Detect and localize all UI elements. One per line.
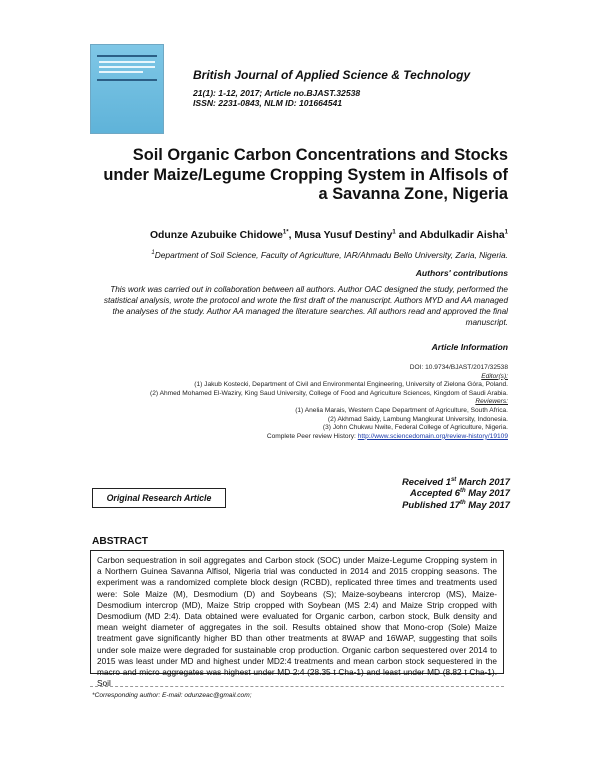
editors-label: Editor(s): bbox=[481, 372, 508, 380]
author-sup: 1 bbox=[504, 229, 508, 236]
contributions-text: This work was carried out in collaboration between all authors. Author OAC designed the study, performed the statistical analysis, wrote the protocol and wrote the first draft of the manuscript. Authors MYD and AA managed the analyses of the study. Author AA managed the literature searches. All authors read and approved the final manuscript. bbox=[103, 285, 508, 327]
accepted-suffix: May 2017 bbox=[465, 487, 510, 499]
accepted-prefix: Accepted 6 bbox=[409, 487, 461, 499]
accepted-date bbox=[340, 487, 510, 498]
abstract-heading: ABSTRACT bbox=[92, 536, 149, 547]
published-suffix: May 2017 bbox=[465, 498, 510, 510]
publication-dates bbox=[340, 476, 510, 510]
author-name: Abdulkadir Aisha bbox=[419, 230, 505, 241]
affiliation-sup: 1 bbox=[151, 250, 155, 257]
published-sup: th bbox=[460, 499, 466, 506]
article-info bbox=[96, 364, 508, 441]
reviewer-entry: (3) John Chukwu Nwite, Federal College of Agriculture, Nigeria. bbox=[322, 424, 508, 432]
accepted-sup: th bbox=[460, 488, 466, 495]
paper-title: Soil Organic Carbon Concentrations and Stocks under Maize/Legume Cropping System in Alfisols of a Savanna Zone, Nigeria bbox=[103, 146, 508, 203]
cover-band bbox=[97, 55, 157, 57]
contributions-heading: Authors' contributions bbox=[415, 268, 508, 278]
cover-title-line bbox=[99, 66, 155, 68]
abstract-box bbox=[90, 550, 504, 689]
abstract-text: Carbon sequestration in soil aggregates and Carbon stock (SOC) under Maize-Legume Cropping system in a Northern Guinea Savanna Alfisol, Nigeria trial was conducted in 2014 and 2015 cropping seasons. The experiment was a randomized complete block design (RCBD), replicated three times and treatments used were: Sole Maize (M), Desmodium (D) and Soybeans (S); Maize-soybeans intercrop (MS), Maize-Desmodium intercrop (MD), Maize Strip cropped with Soybean (MS 2:4) and Maize Strip cropped with Desmodium (MD 2:4). Data obtained were evaluated for Organic carbon, carbon stock, Bulk density and mean weight diameter of aggregates in the soil. Results obtained show that Mono-crop (Sole) Maize treatment gave significantly higher BD than other treatments at 8WAP and 16WAP, suggesting that soils under sole maize were degraded for sustainable crop production. Organic carbon sequestered over 2014 to 2015 was least under MD and highest under MD2:4 treatments and mean carbon stock sequestered in the macro and micro aggregates was highest under MD 2:4 (28.35 t Cha-1) and least under MD (8.82 t Cha-1). Soil bbox=[97, 555, 497, 689]
article-type-box: Original Research Article bbox=[92, 488, 226, 508]
footnote-divider bbox=[90, 686, 504, 687]
editor-entry: (1) Jakub Kostecki, Department of Civil and Environmental Engineering, University of Zielona Góra, Poland. bbox=[194, 381, 508, 389]
article-info-heading: Article Information bbox=[431, 342, 508, 352]
editor-entry: (2) Ahmed Mohamed El-Waziry, King Saud University, College of Food and Agriculture Sciences, Kingdom of Saudi Arabia. bbox=[150, 389, 508, 397]
affiliation bbox=[96, 250, 508, 260]
reviewers-label: Reviewers: bbox=[475, 398, 508, 406]
author-sup: 1* bbox=[282, 229, 289, 236]
received-date bbox=[340, 476, 510, 487]
review-history-link[interactable]: http://www.sciencedomain.org/review-history/19109 bbox=[357, 432, 508, 440]
doi: DOI: 10.9734/BJAST/2017/32538 bbox=[409, 364, 508, 371]
cover-title-line bbox=[99, 61, 155, 63]
review-history bbox=[96, 433, 508, 442]
affiliation-text: Department of Soil Science, Faculty of Agriculture, IAR/Ahmadu Bello University, Zaria, Nigeria. bbox=[154, 250, 508, 260]
reviewer-entry: (1) Anelia Marais, Western Cape Department of Agriculture, South Africa. bbox=[295, 406, 508, 414]
published-date bbox=[340, 499, 510, 510]
published-prefix: Published 17 bbox=[402, 498, 461, 510]
reviewer-entry: (2) Akhmad Saidy, Lambung Mangkurat University, Indonesia. bbox=[327, 415, 508, 423]
journal-cover-image bbox=[90, 44, 164, 134]
review-history-label: Complete Peer review History: bbox=[266, 432, 358, 440]
cover-title-line bbox=[99, 71, 143, 73]
author-name: Musa Yusuf Destiny bbox=[294, 230, 393, 241]
author-list bbox=[96, 230, 508, 241]
author-separator: and bbox=[395, 230, 420, 241]
received-suffix: March 2017 bbox=[456, 476, 510, 487]
corresponding-author-footnote: *Corresponding author: E-mail: odunzeac@gmail.com; bbox=[92, 692, 252, 699]
author-name: Odunze Azubuike Chidowe bbox=[149, 230, 283, 241]
journal-issue: 21(1): 1-12, 2017; Article no.BJAST.32538 bbox=[193, 88, 361, 98]
journal-issn: ISSN: 2231-0843, NLM ID: 101664541 bbox=[193, 98, 343, 108]
journal-issue-block bbox=[193, 88, 360, 108]
received-prefix: Received 1 bbox=[401, 476, 451, 487]
author-separator: , bbox=[288, 230, 295, 241]
cover-band bbox=[97, 79, 157, 81]
author-sup: 1 bbox=[392, 229, 396, 236]
received-sup: st bbox=[450, 476, 457, 483]
journal-name: British Journal of Applied Science & Technology bbox=[193, 68, 471, 82]
